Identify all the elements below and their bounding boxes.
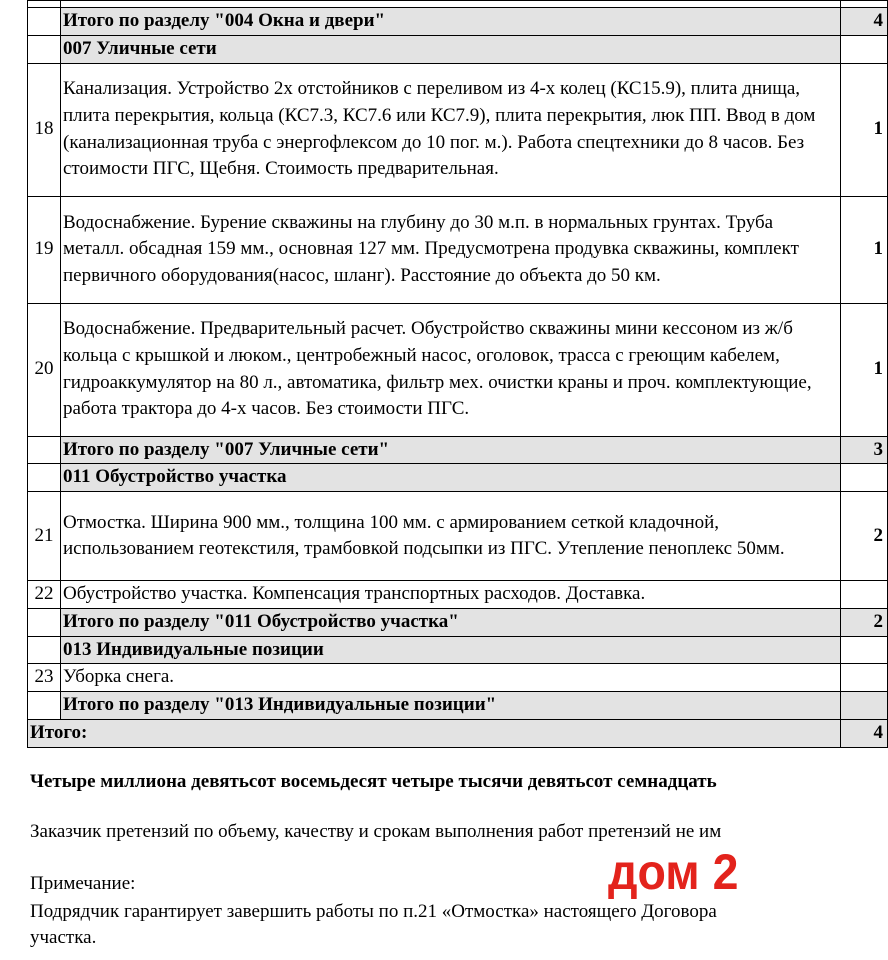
cell-amount bbox=[841, 691, 888, 719]
cell-number: 22 bbox=[28, 581, 61, 609]
cell-amount: 2 bbox=[841, 492, 888, 581]
cell-number bbox=[28, 691, 61, 719]
cell-description: Итого по разделу "013 Индивидуальные позиции" bbox=[61, 691, 841, 719]
cell-amount: 3 bbox=[841, 436, 888, 464]
cell-amount: 1 bbox=[841, 303, 888, 436]
cell-number: 20 bbox=[28, 303, 61, 436]
table-row bbox=[28, 63, 888, 196]
note-text: Подрядчик гарантирует завершить работы по п.21 «Отмостка» настоящего Договора bbox=[30, 901, 717, 922]
table-row bbox=[28, 581, 888, 609]
section-total-row bbox=[28, 436, 888, 464]
section-header-row bbox=[28, 636, 888, 664]
cell-description: Отмостка. Ширина 900 мм., толщина 100 мм. с армированием сеткой кладочной, использованием геотекстиля, трамбовкой подсыпки из ПГС. Утепление пеноплекс 50мм. bbox=[61, 492, 841, 581]
cell-number bbox=[28, 36, 61, 64]
section-total-row bbox=[28, 691, 888, 719]
cell-description: Обустройство участка. Компенсация транспортных расходов. Доставка. bbox=[61, 581, 841, 609]
cell-amount bbox=[841, 664, 888, 692]
table-row bbox=[28, 303, 888, 436]
cell-number: 21 bbox=[28, 492, 61, 581]
cell-description: Итого по разделу "004 Окна и двери" bbox=[61, 8, 841, 36]
cell-description: 007 Уличные сети bbox=[61, 36, 841, 64]
claims-statement: Заказчик претензий по объему, качеству и срокам выполнения работ претензий не им bbox=[30, 821, 722, 842]
cell-amount bbox=[841, 36, 888, 64]
cell-description bbox=[61, 1, 841, 8]
cell-number: 18 bbox=[28, 63, 61, 196]
estimate-table bbox=[27, 0, 888, 748]
cell-description: Канализация. Устройство 2х отстойников с переливом из 4-х колец (КС15.9), плита днища, плита перекрытия, кольца (КС7.3, КС7.6 или КС7.9), плита перекрытия, люк ПП. Ввод в дом (канализационная труба с энергофлексом до 10 пог. м.). Работа спецтехники до 8 часов. Без стоимости ПГС, Щебня. Стоимость предварительная. bbox=[61, 63, 841, 196]
grand-total-row bbox=[28, 719, 888, 747]
table-row bbox=[28, 1, 888, 8]
cell-amount bbox=[841, 464, 888, 492]
cell-number bbox=[28, 464, 61, 492]
cell-amount bbox=[841, 1, 888, 8]
cell-amount: 4 bbox=[841, 8, 888, 36]
cell-amount: 1 bbox=[841, 196, 888, 303]
table-row bbox=[28, 664, 888, 692]
cell-description: Уборка снега. bbox=[61, 664, 841, 692]
section-total-row bbox=[28, 8, 888, 36]
cell-number: 23 bbox=[28, 664, 61, 692]
cell-amount: 2 bbox=[841, 608, 888, 636]
cell-number bbox=[28, 436, 61, 464]
note-label: Примечание: bbox=[30, 873, 136, 894]
handwritten-house-label: дом 2 bbox=[608, 844, 739, 900]
cell-amount: 1 bbox=[841, 63, 888, 196]
cell-description: Итого по разделу "007 Уличные сети" bbox=[61, 436, 841, 464]
cell-description: Итого: bbox=[28, 719, 841, 747]
cell-description: Итого по разделу "011 Обустройство участка" bbox=[61, 608, 841, 636]
amount-in-words: Четыре миллиона девятьсот восемьдесят четыре тысячи девятьсот семнадцать bbox=[30, 771, 717, 792]
section-header-row bbox=[28, 36, 888, 64]
table-row bbox=[28, 492, 888, 581]
cell-description: Водоснабжение. Предварительный расчет. Обустройство скважины мини кессоном из ж/б кольца с крышкой и люком., центробежный насос, оголовок, трасса с греющим кабелем, гидроаккумулятор на 80 л., автоматика, фильтр мех. очистки краны и проч. комплектующие, работа трактора до 4-х часов. Без стоимости ПГС. bbox=[61, 303, 841, 436]
cell-amount bbox=[841, 636, 888, 664]
cell-number bbox=[28, 1, 61, 8]
table-row bbox=[28, 196, 888, 303]
cell-description: 011 Обустройство участка bbox=[61, 464, 841, 492]
section-header-row bbox=[28, 464, 888, 492]
cell-number bbox=[28, 636, 61, 664]
cell-amount bbox=[841, 581, 888, 609]
note-text-continued: участка. bbox=[30, 927, 97, 948]
cell-number bbox=[28, 8, 61, 36]
section-total-row bbox=[28, 608, 888, 636]
cell-number: 19 bbox=[28, 196, 61, 303]
cell-number bbox=[28, 608, 61, 636]
cell-amount: 4 bbox=[841, 719, 888, 747]
cell-description: Водоснабжение. Бурение скважины на глубину до 30 м.п. в нормальных грунтах. Труба металл. обсадная 159 мм., основная 127 мм. Предусмотрена продувка скважины, комплект первичного оборудования(насос, шланг). Расстояние до объекта до 50 км. bbox=[61, 196, 841, 303]
cell-description: 013 Индивидуальные позиции bbox=[61, 636, 841, 664]
